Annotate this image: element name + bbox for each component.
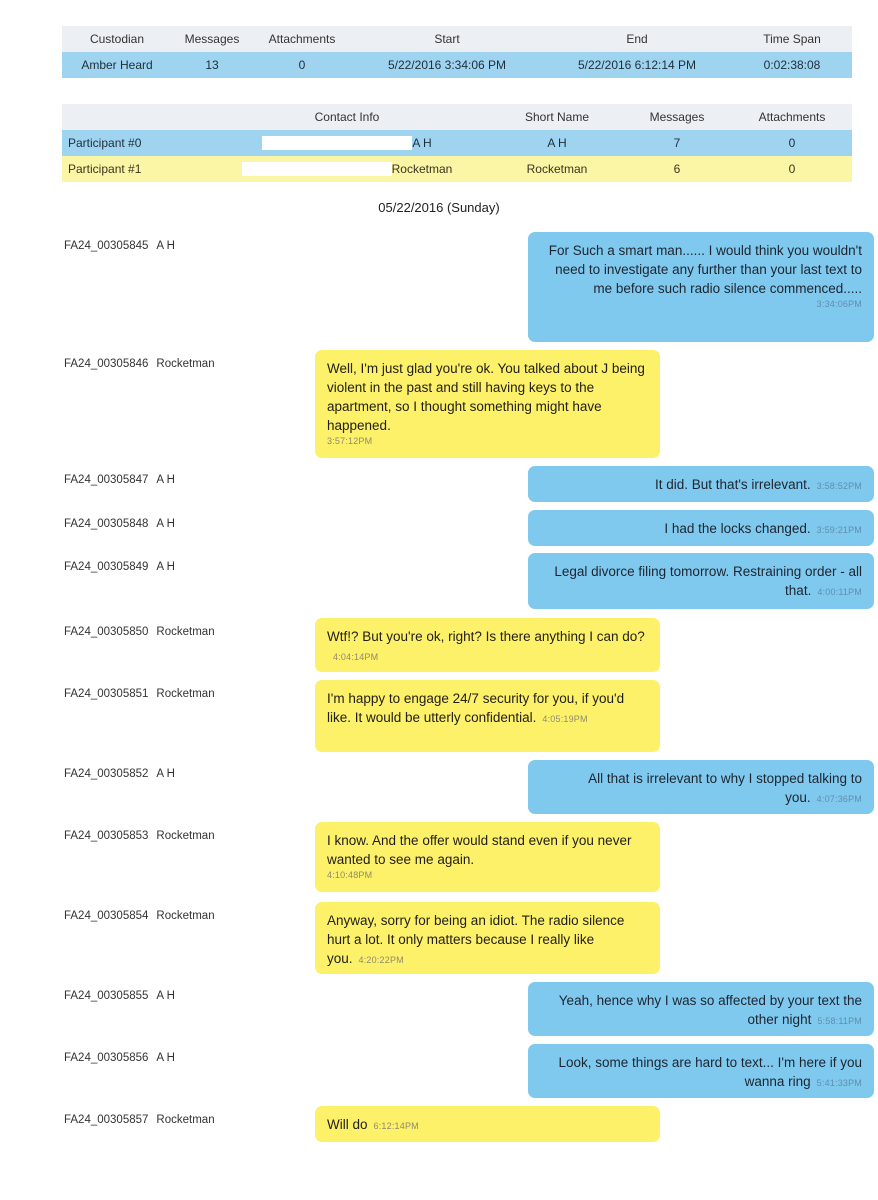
message-text: Look, some things are hard to text... I'm here if you wanna ring <box>558 1055 862 1089</box>
custodian-summary-table <box>62 26 852 78</box>
message-timestamp: 4:00:11PM <box>817 587 862 597</box>
message-meta <box>64 688 215 700</box>
message-sender: Rocketman <box>156 688 215 700</box>
message-timestamp: 3:34:06PM <box>816 299 862 309</box>
message-sender: A H <box>156 1052 175 1064</box>
message-id: FA24_00305848 <box>64 518 149 530</box>
message-text: I'm happy to engage 24/7 security for you, if you'd like. It would be utterly confidential. <box>327 691 625 725</box>
attachments-value: 0 <box>252 52 352 78</box>
messages-count: 6 <box>622 156 732 182</box>
message-meta <box>64 240 175 252</box>
message-sender: Rocketman <box>156 1114 215 1126</box>
message-id: FA24_00305852 <box>64 768 149 780</box>
message-meta <box>64 518 175 530</box>
message-timestamp: 6:12:14PM <box>373 1121 419 1131</box>
end-value: 5/22/2016 6:12:14 PM <box>542 52 732 78</box>
start-value: 5/22/2016 3:34:06 PM <box>352 52 542 78</box>
message-sender: A H <box>156 990 175 1002</box>
message-id: FA24_00305845 <box>64 240 149 252</box>
message-sender: Rocketman <box>156 626 215 638</box>
message-text: Well, I'm just glad you're ok. You talked about J being violent in the past and still having keys to the apartment, so I thought something might have happened. <box>327 361 645 433</box>
message-id: FA24_00305846 <box>64 358 149 370</box>
redaction-box <box>242 162 392 176</box>
message-meta <box>64 830 215 842</box>
header-end: End <box>542 26 732 52</box>
summary-header-row <box>62 26 852 52</box>
message-bubble-ah <box>528 232 874 342</box>
message-meta <box>64 561 175 573</box>
message-meta <box>64 474 175 486</box>
message-timestamp: 3:58:52PM <box>816 481 862 491</box>
message-text: Anyway, sorry for being an idiot. The radio silence hurt a lot. It only matters because I really like you. <box>327 913 625 966</box>
message-text: Yeah, hence why I was so affected by your text the other night <box>558 993 862 1027</box>
message-bubble-ah <box>528 760 874 814</box>
participant-row-0 <box>62 130 852 156</box>
message-timestamp: 4:04:14PM <box>333 652 379 662</box>
message-sender: Rocketman <box>156 358 215 370</box>
message-id: FA24_00305855 <box>64 990 149 1002</box>
message-meta <box>64 626 215 638</box>
message-bubble-ah <box>528 466 874 502</box>
message-meta <box>64 358 215 370</box>
short-name: A H <box>492 130 622 156</box>
message-id: FA24_00305850 <box>64 626 149 638</box>
header-messages: Messages <box>172 26 252 52</box>
contact-info <box>202 156 492 182</box>
message-timestamp: 4:05:19PM <box>542 714 588 724</box>
participants-table <box>62 104 852 182</box>
message-meta <box>64 768 175 780</box>
short-name: Rocketman <box>492 156 622 182</box>
message-bubble-rocketman <box>315 1106 660 1142</box>
message-bubble-ah <box>528 510 874 546</box>
participant-row-1 <box>62 156 852 182</box>
messages-count: 7 <box>622 130 732 156</box>
message-text: Legal divorce filing tomorrow. Restraining order - all that. <box>554 564 862 598</box>
message-sender: Rocketman <box>156 910 215 922</box>
message-text: All that is irrelevant to why I stopped talking to you. <box>588 771 862 805</box>
message-bubble-rocketman <box>315 350 660 458</box>
header-attachments: Attachments <box>732 104 852 130</box>
message-id: FA24_00305856 <box>64 1052 149 1064</box>
header-messages: Messages <box>622 104 732 130</box>
message-timestamp: 4:10:48PM <box>327 870 373 880</box>
message-timestamp: 4:20:22PM <box>358 955 404 965</box>
message-id: FA24_00305851 <box>64 688 149 700</box>
header-short-name: Short Name <box>492 104 622 130</box>
header-contact-info: Contact Info <box>202 104 492 130</box>
message-bubble-ah <box>528 553 874 609</box>
attachments-count: 0 <box>732 156 852 182</box>
contact-name: Rocketman <box>391 161 453 176</box>
message-bubble-rocketman <box>315 680 660 752</box>
message-sender: Rocketman <box>156 830 215 842</box>
message-timestamp: 4:07:36PM <box>816 794 862 804</box>
header-time-span: Time Span <box>732 26 852 52</box>
message-sender: A H <box>156 474 175 486</box>
message-bubble-rocketman <box>315 618 660 672</box>
header-attachments: Attachments <box>252 26 352 52</box>
message-bubble-ah <box>528 982 874 1036</box>
message-sender: A H <box>156 518 175 530</box>
message-id: FA24_00305857 <box>64 1114 149 1126</box>
contact-name: A H <box>412 135 432 150</box>
contact-info <box>202 130 492 156</box>
message-timestamp: 3:59:21PM <box>816 525 862 535</box>
message-text: Wtf!? But you're ok, right? Is there anything I can do? <box>327 629 645 644</box>
message-text: I had the locks changed. <box>664 521 811 536</box>
message-text: For Such a smart man...... I would think you wouldn't need to investigate any further than your last text to me before such radio silence commenced..... <box>548 243 862 296</box>
message-sender: A H <box>156 240 175 252</box>
message-sender: A H <box>156 561 175 573</box>
message-meta <box>64 1114 215 1126</box>
redaction-box <box>262 136 412 150</box>
message-text: Will do <box>327 1117 368 1132</box>
header-custodian: Custodian <box>62 26 172 52</box>
participant-label: Participant #1 <box>62 156 202 182</box>
message-bubble-rocketman <box>315 902 660 974</box>
custodian-value: Amber Heard <box>62 52 172 78</box>
message-sender: A H <box>156 768 175 780</box>
summary-data-row <box>62 52 852 78</box>
date-heading: 05/22/2016 (Sunday) <box>378 200 500 215</box>
header-participant <box>62 104 202 130</box>
message-text: I know. And the offer would stand even if you never wanted to see me again. <box>327 833 632 867</box>
message-id: FA24_00305854 <box>64 910 149 922</box>
message-bubble-rocketman <box>315 822 660 892</box>
participant-label: Participant #0 <box>62 130 202 156</box>
message-id: FA24_00305847 <box>64 474 149 486</box>
message-meta <box>64 1052 175 1064</box>
messages-value: 13 <box>172 52 252 78</box>
participants-header-row <box>62 104 852 130</box>
message-bubble-ah <box>528 1044 874 1098</box>
message-text: It did. But that's irrelevant. <box>655 477 811 492</box>
message-timestamp: 5:41:33PM <box>816 1078 862 1088</box>
message-meta <box>64 910 215 922</box>
header-start: Start <box>352 26 542 52</box>
message-timestamp: 5:58:11PM <box>817 1016 862 1026</box>
message-timestamp: 3:57:12PM <box>327 436 373 446</box>
message-meta <box>64 990 175 1002</box>
message-id: FA24_00305853 <box>64 830 149 842</box>
attachments-count: 0 <box>732 130 852 156</box>
message-id: FA24_00305849 <box>64 561 149 573</box>
time-span-value: 0:02:38:08 <box>732 52 852 78</box>
